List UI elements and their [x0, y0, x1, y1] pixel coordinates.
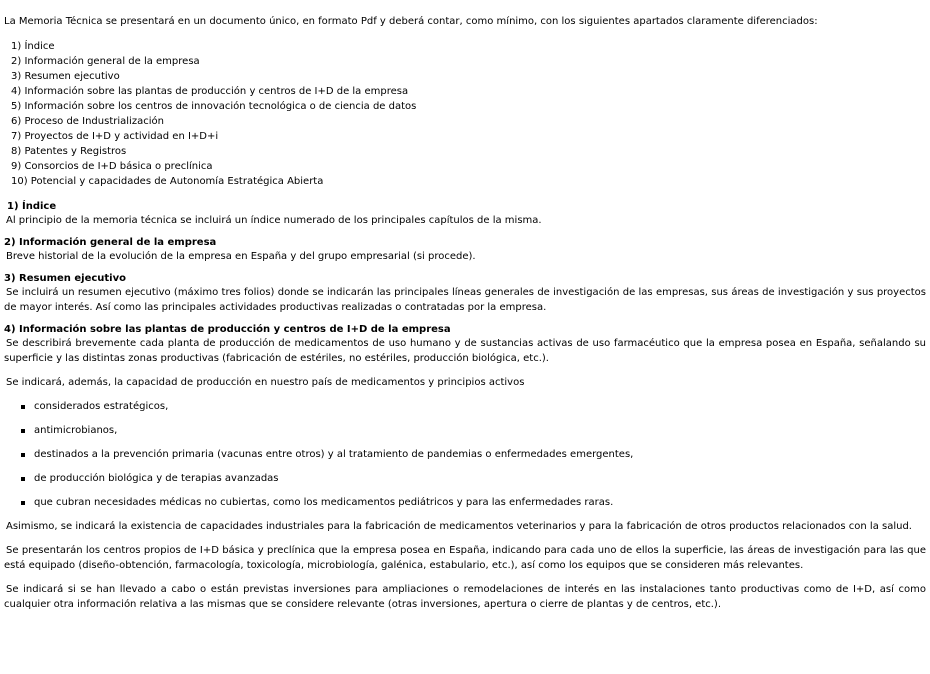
document-page: [0, 14, 930, 612]
toc-item: 8) Patentes y Registros: [11, 146, 127, 157]
toc-item: 5) Información sobre los centros de innovación tecnológica o de ciencia de datos: [11, 101, 417, 112]
section-plantas: [4, 324, 926, 612]
toc-item: 9) Consorcios de I+D básica o preclínica: [11, 161, 213, 172]
list-item: que cubran necesidades médicas no cubiertas, como los medicamentos pediátricos y para las enfermedades raras.: [4, 495, 926, 510]
section-indice: [4, 201, 926, 228]
section-info-general: [4, 237, 926, 264]
section-resumen: [4, 273, 926, 315]
bullet-icon: [21, 429, 25, 433]
list-item: de producción biológica y de terapias avanzadas: [4, 471, 926, 486]
toc-item: 3) Resumen ejecutivo: [11, 71, 120, 82]
section-title: 3) Resumen ejecutivo: [4, 273, 127, 284]
toc-item: 1) Índice: [11, 41, 55, 52]
section-title: 4) Información sobre las plantas de producción y centros de I+D de la empresa: [4, 324, 451, 335]
toc-item: 7) Proyectos de I+D y actividad en I+D+i: [11, 131, 219, 142]
bullet-icon: [21, 477, 25, 481]
section-text: Se describirá brevemente cada planta de producción de medicamentos de uso humano y de sustancias activas de uso farmacéutico que la empresa posea en España, señalando su superficie y las distintas zonas productivas (fabricación de estériles, no estériles, producción biológica, etc.).: [4, 338, 926, 364]
list-item: destinados a la prevención primaria (vacunas entre otros) y al tratamiento de pandemias o enfermedades emergentes,: [4, 447, 926, 462]
table-of-contents: [4, 39, 926, 189]
intro-paragraph: La Memoria Técnica se presentará en un documento único, en formato Pdf y deberá contar, como mínimo, con los siguientes apartados claramente diferenciados:: [4, 16, 818, 27]
bullet-icon: [21, 501, 25, 505]
capacity-intro: Se indicará, además, la capacidad de producción en nuestro país de medicamentos y principios activos: [6, 377, 525, 388]
toc-item: 10) Potencial y capacidades de Autonomía Estratégica Abierta: [11, 176, 324, 187]
section-text: Al principio de la memoria técnica se incluirá un índice numerado de los principales capítulos de la misma.: [6, 215, 542, 226]
section-text: Se incluirá un resumen ejecutivo (máximo tres folios) donde se indicarán las principales líneas generales de investigación de las empresas, sus áreas de investigación y sus proyectos de mayor interés. Así como las principales actividades productivas realizadas o contratadas por la empresa.: [4, 287, 926, 313]
capacity-list: [4, 399, 926, 510]
bullet-icon: [21, 453, 25, 457]
section-text: Breve historial de la evolución de la empresa en España y del grupo empresarial (si procede).: [6, 251, 476, 262]
section-title: 2) Información general de la empresa: [4, 237, 217, 248]
toc-item: 6) Proceso de Industrialización: [11, 116, 164, 127]
investments-paragraph: Se indicará si se han llevado a cabo o están previstas inversiones para ampliaciones o remodelaciones de interés en las instalaciones tanto productivas como de I+D, así como cualquier otra información relativa a las mismas que se considere relevante (otras inversiones, apertura o cierre de plantas y de centros, etc.).: [4, 584, 926, 610]
toc-item: 4) Información sobre las plantas de producción y centros de I+D de la empresa: [11, 86, 409, 97]
toc-item: 2) Información general de la empresa: [11, 56, 200, 67]
bullet-icon: [21, 405, 25, 409]
veterinary-paragraph: Asimismo, se indicará la existencia de capacidades industriales para la fabricación de medicamentos veterinarios y para la fabricación de otros productos relacionados con la salud.: [6, 521, 912, 532]
list-item: antimicrobianos,: [4, 423, 926, 438]
section-title: 1) Índice: [7, 201, 57, 212]
research-centers-paragraph: Se presentarán los centros propios de I+D básica y preclínica que la empresa posea en España, indicando para cada uno de ellos la superficie, las áreas de investigación para las que está equipado (diseño-obtención, farmacología, toxicología, microbiología, galénica, estabulario, etc.), así como los equipos que se consideren más relevantes.: [4, 545, 926, 571]
list-item: considerados estratégicos,: [4, 399, 926, 414]
